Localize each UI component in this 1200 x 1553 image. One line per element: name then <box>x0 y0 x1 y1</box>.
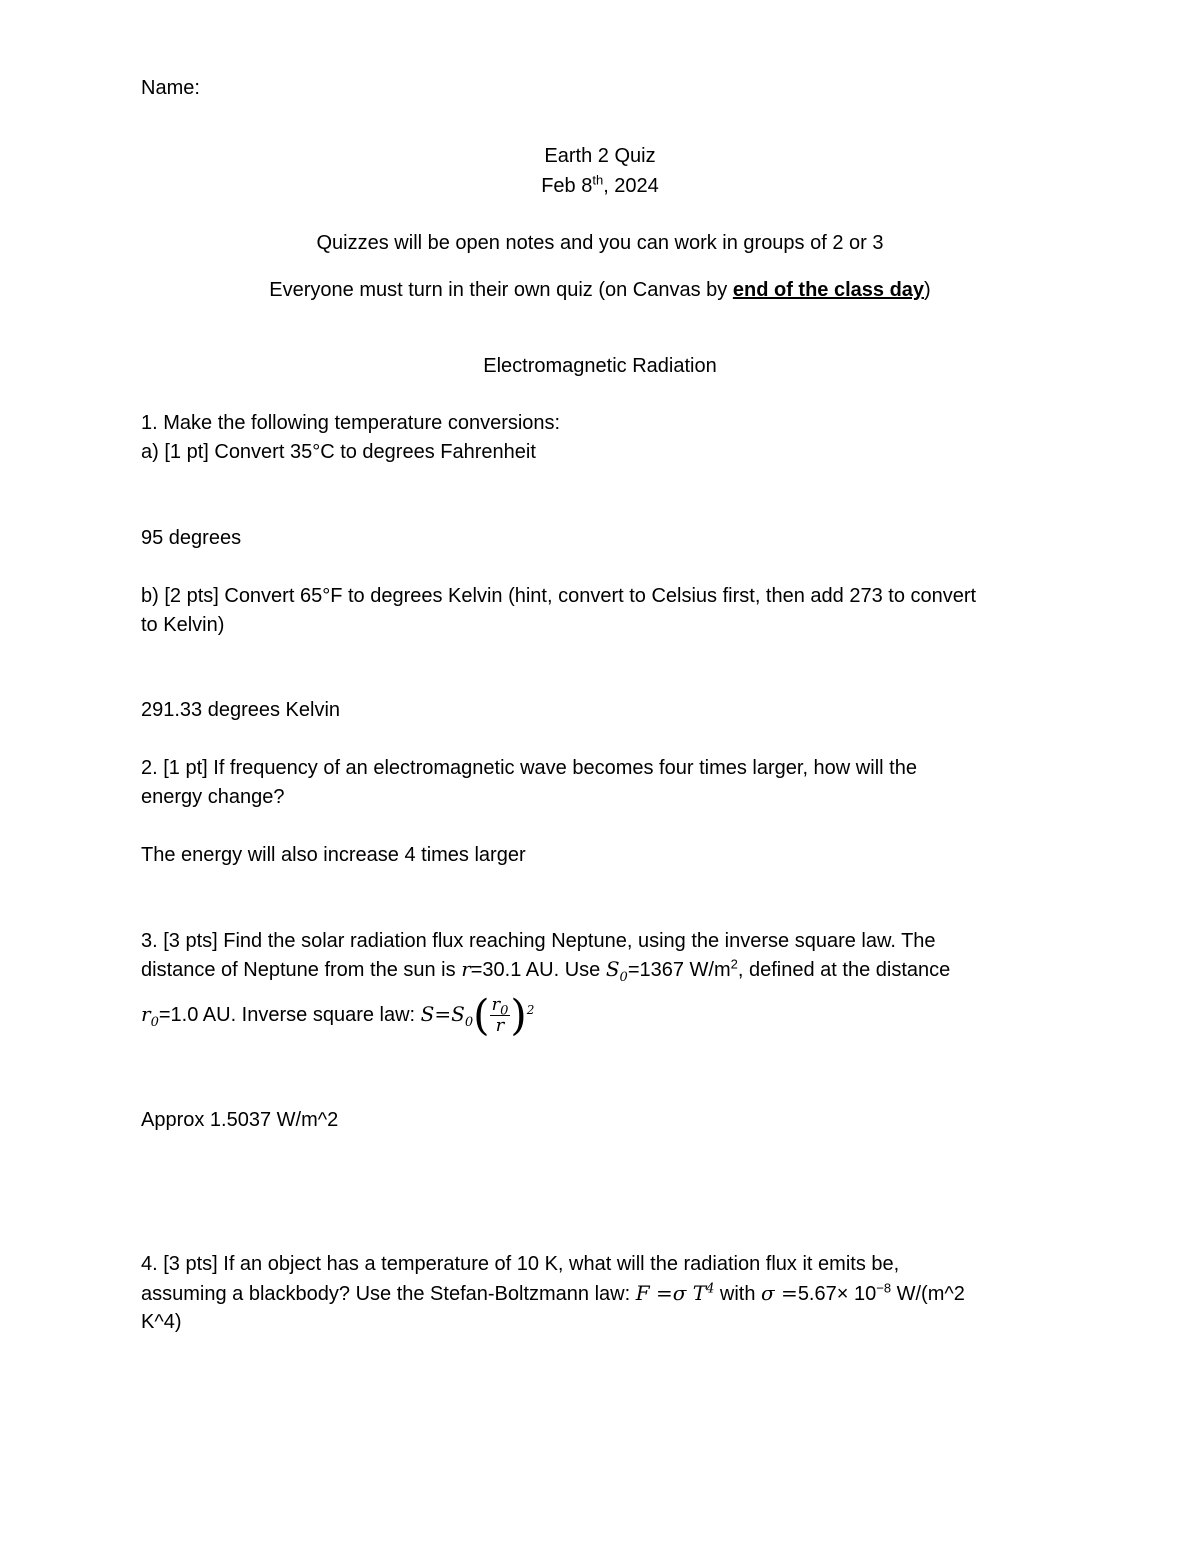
question-1a-answer: 95 degrees <box>141 527 242 549</box>
question-4-line2: assuming a blackbody? Use the Stefan-Boltzmann law: F =σ $T^4$ with $\sigma =5.67\times 10^{-8}$ W/(m^2 <box>141 1280 965 1305</box>
inverse-square-formula: $S=S_0$( $\frac{r_0}{r}$ )$^2$ <box>420 990 535 1040</box>
instruction-open-notes: Quizzes will be open notes and you can work in groups of 2 or 3 <box>316 232 884 254</box>
question-2-line2: energy change? <box>141 786 285 808</box>
quiz-title: Earth 2 Quiz <box>544 145 656 167</box>
question-1a: a) [1 pt] Convert 35°C to degrees Fahrenheit <box>141 441 536 463</box>
question-2-line1: 2. [1 pt] If frequency of an electromagnetic wave becomes four times larger, how will the <box>141 757 917 779</box>
question-2-answer: The energy will also increase 4 times larger <box>141 844 526 866</box>
question-3-line1: 3. [3 pts] Find the solar radiation flux reaching Neptune, using the inverse square law. The <box>141 930 936 952</box>
question-4-line1: 4. [3 pts] If an object has a temperature of 10 K, what will the radiation flux it emits be, <box>141 1253 900 1275</box>
question-3-line3: $r_0=1.0$ AU. Inverse square law: $S=S_0$( $\frac{r_0}{r}$ )$^2$ <box>141 990 535 1040</box>
section-heading: Electromagnetic Radiation <box>483 355 717 377</box>
instruction-turn-in: Everyone must turn in their own quiz (on Canvas by end of the class day) <box>269 279 931 301</box>
quiz-date: Feb 8th, 2024 <box>541 172 659 197</box>
question-1-prompt: 1. Make the following temperature conversions: <box>141 412 561 434</box>
name-label: Name: <box>141 77 200 99</box>
stefan-boltzmann-formula: F =σ $T^4$ <box>635 1281 715 1305</box>
question-1b-line2: to Kelvin) <box>141 614 225 636</box>
question-1b-answer: 291.33 degrees Kelvin <box>141 699 341 721</box>
question-3-answer: Approx 1.5037 W/m^2 <box>141 1109 339 1131</box>
question-1b-line1: b) [2 pts] Convert 65°F to degrees Kelvin (hint, convert to Celsius first, then add 273 to convert <box>141 585 977 607</box>
question-3-line2: distance of Neptune from the sun is r=30.1 AU. Use $S_0=1367$ $W/m^2$, defined at the distance <box>141 956 951 985</box>
deadline-emphasis: end of the class day <box>732 279 925 301</box>
question-4-line3: K^4) <box>141 1311 182 1333</box>
